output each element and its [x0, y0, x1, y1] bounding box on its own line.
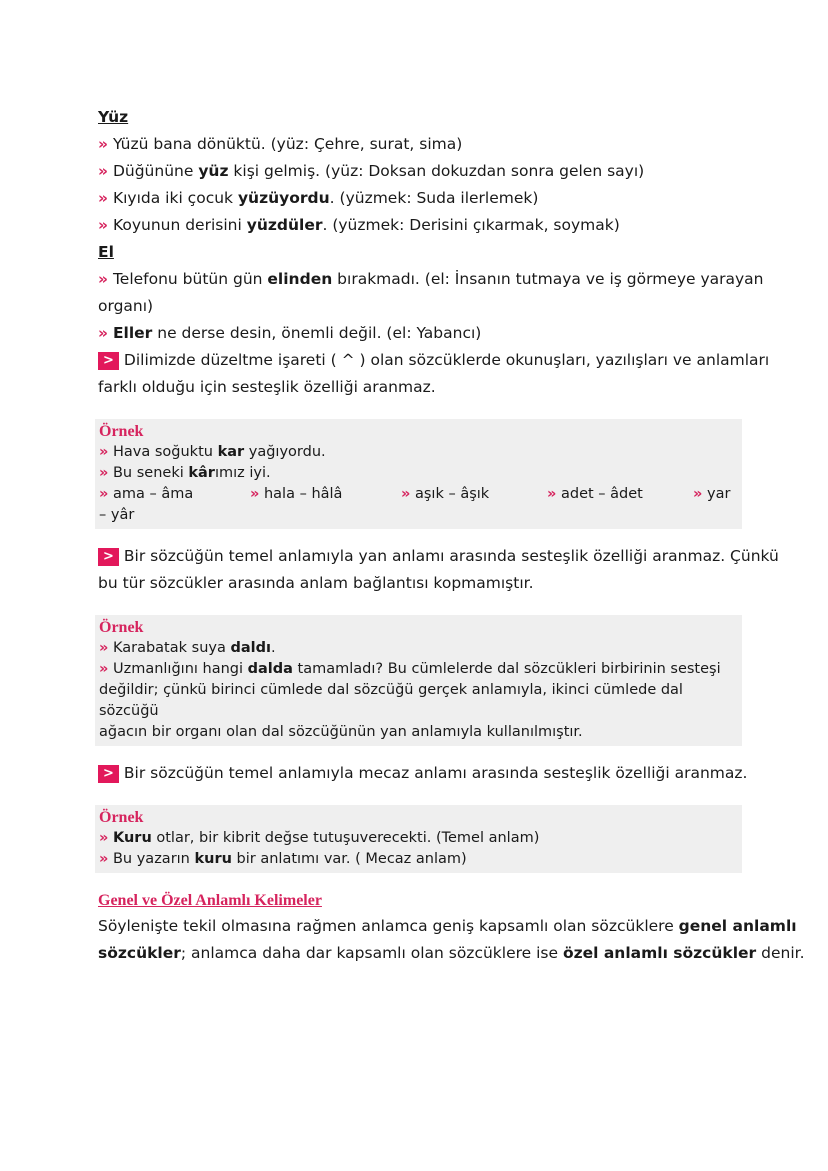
bullet-icon: »: [99, 830, 109, 846]
bullet-icon: »: [99, 661, 109, 677]
bullet-icon: »: [98, 135, 109, 153]
bullet-icon: »: [98, 216, 109, 234]
note-3: > Bir sözcüğün temel anlamıyla mecaz anlamı arasında sesteşlik özelliği aranmaz.: [98, 760, 730, 787]
example-3-line-2: » Bu yazarın kuru bir anlatımı var. ( Mecaz anlam): [99, 851, 467, 867]
document-content: [98, 104, 805, 967]
bullet-icon: »: [98, 270, 109, 288]
section-paragraph-line-2: sözcükler; anlamca daha dar kapsamlı olan sözcüklere ise özel anlamlı sözcükler denir.: [98, 944, 805, 962]
note-marker-icon: >: [98, 548, 119, 566]
bullet-icon: »: [98, 189, 109, 207]
example-box-1: [95, 419, 742, 529]
example-label: Örnek: [99, 619, 144, 636]
yuz-example-4: » Koyunun derisini yüzdüler. (yüzmek: Derisini çıkarmak, soymak): [98, 216, 620, 234]
note-2-cont: bu tür sözcükler arasında anlam bağlantısı kopmamıştır.: [98, 574, 534, 592]
yuz-example-3: » Kıyıda iki çocuk yüzüyordu. (yüzmek: Suda ilerlemek): [98, 189, 539, 207]
pair-item: » adet – âdet: [547, 486, 643, 502]
heading-el: El: [98, 243, 114, 261]
example-1-line-1: » Hava soğuktu kar yağıyordu.: [99, 444, 326, 460]
example-1-pairs: [99, 484, 738, 505]
bullet-icon: »: [99, 640, 109, 656]
bullet-icon: »: [98, 324, 109, 342]
example-box-3: [95, 805, 742, 873]
example-2-line-3: değildir; çünkü birinci cümlede dal sözcüğü gerçek anlamıyla, ikinci cümlede dal sözcüğü: [99, 682, 683, 719]
bullet-icon: »: [98, 162, 109, 180]
el-example-1-cont: organı): [98, 297, 154, 315]
note-marker-icon: >: [98, 765, 119, 783]
pair-item: » yar: [693, 486, 731, 502]
yuz-example-1: » Yüzü bana dönüktü. (yüz: Çehre, surat, sima): [98, 135, 463, 153]
bullet-icon: »: [99, 465, 109, 481]
example-2-line-1: » Karabatak suya daldı.: [99, 640, 276, 656]
example-2-line-4: ağacın bir organı olan dal sözcüğünün yan anlamıyla kullanılmıştır.: [99, 724, 583, 740]
pair-item: » hala – hâlâ: [250, 486, 343, 502]
pair-item: » ama – âma: [99, 486, 194, 502]
example-label: Örnek: [99, 423, 144, 440]
note-1: > Dilimizde düzeltme işareti ( ^ ) olan sözcüklerde okunuşları, yazılışları ve anlamları: [98, 347, 730, 374]
section-title: Genel ve Özel Anlamlı Kelimeler: [98, 892, 322, 909]
bullet-icon: »: [99, 851, 109, 867]
example-3-line-1: » Kuru otlar, bir kibrit değse tutuşuverecekti. (Temel anlam): [99, 830, 540, 846]
section-paragraph-line-1: Söylenişte tekil olmasına rağmen anlamca geniş kapsamlı olan sözcüklere genel anlamlı: [98, 917, 797, 935]
example-label: Örnek: [99, 809, 144, 826]
note-marker-icon: >: [98, 352, 119, 370]
pair-item: » aşık – âşık: [401, 486, 490, 502]
example-1-pair-tail: – yâr: [99, 507, 135, 523]
bullet-icon: »: [99, 444, 109, 460]
heading-yuz: Yüz: [98, 108, 129, 126]
example-1-line-2: » Bu seneki kârımız iyi.: [99, 465, 271, 481]
example-box-2: [95, 615, 742, 746]
example-2-line-2: » Uzmanlığını hangi dalda tamamladı? Bu cümlelerde dal sözcükleri birbirinin sesteşi: [99, 661, 721, 677]
el-example-2: » Eller ne derse desin, önemli değil. (el: Yabancı): [98, 324, 482, 342]
yuz-example-2: » Düğününe yüz kişi gelmiş. (yüz: Doksan dokuzdan sonra gelen sayı): [98, 162, 645, 180]
note-2: > Bir sözcüğün temel anlamıyla yan anlamı arasında sesteşlik özelliği aranmaz. Çünkü: [98, 543, 730, 570]
el-example-1: » Telefonu bütün gün elinden bırakmadı. (el: İnsanın tutmaya ve iş görmeye yarayan: [98, 270, 764, 288]
note-1-cont: farklı olduğu için sesteşlik özelliği aranmaz.: [98, 378, 436, 396]
